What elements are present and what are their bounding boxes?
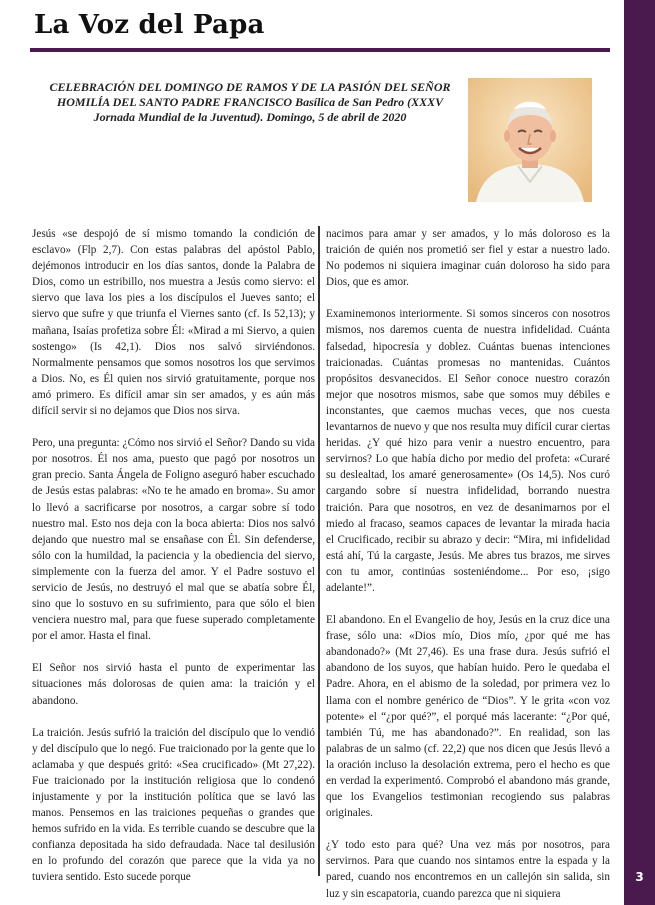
paragraph: Examinemonos interiormente. Si somos sinceros con nosotros mismos, nos daremos cuenta de nuestra infidelidad. Cuánta falsedad, hipocresía y doblez. Cuántas buenas intenciones traicionadas. Cuántas promesas no mantenidas. Cuántos propósitos desvanecidos. El Señor conoce nuestro corazón mejor que nosotros mismos, sabe que somos muy débiles e inconstantes, que caemos muchas veces, que nos cuesta levantarnos de nuevo y que nos resulta muy difícil curar ciertas heridas. ¿Y qué hizo para venir a nuestro encuentro, para servirnos? Lo que había dicho por medio del profeta: «Curaré su deslealtad, los amaré generosamente» (Os 14,5). Nos curó cargando sobre sí nuestra infidelidad, borrando nuestra traición. Para que nosotros, en vez de desanimarnos por el miedo al fracaso, seamos capaces de levantar la mirada hacia el Crucificado, recibir su abrazo y decir: “Mira, mi infidelidad está ahí, Tú la cargaste, Jesús. Me abres tus brazos, me sirves con tu amor, continúas sosteniéndome... Por eso, ¡sigo adelante!”. xyxy=(326,308,610,594)
heading-line-3: Jornada Mundial de la Juventud). Domingo, 5 de abril de 2020 xyxy=(93,110,407,124)
page-number: 3 xyxy=(635,870,644,884)
heading-line-2: HOMILÍA DEL SANTO PADRE FRANCISCO Basílica de San Pedro (XXXV xyxy=(56,95,444,109)
masthead-title: La Voz del Papa xyxy=(34,10,265,40)
paragraph: La traición. Jesús sufrió la traición del discípulo que lo vendió y del discípulo que lo negó. Fue traicionado por la gente que lo aclamaba y que después gritó: «Sea crucificado» (Mt 27,22). Fue traicionado por la institución religiosa que lo condenó injustamente y por la institución política que se lavó las manos. Pensemos en las traiciones pequeñas o grandes que hemos sufrido en la vida. Es terrible cuando se descubre que la confianza depositada ha sido defraudada. Nace tal desilusión en lo profundo del corazón que parece que la vida ya no tuviera sentido. Esto sucede porque xyxy=(32,726,315,884)
pope-portrait-icon xyxy=(468,78,592,202)
right-column xyxy=(326,226,610,900)
paragraph: El abandono. En el Evangelio de hoy, Jesús en la cruz dice una frase, sólo una: «Dios mío, Dios mío, ¿por qué me has abandonado?» (Mt 27,46). Es una frase dura. Jesús sufrió el abandono de los suyos, que habían huido. Pero le quedaba el Padre. Ahora, en el abismo de la soledad, por primera vez lo llama con el nombre genérico de “Dios”. Y le grita «con voz potente» el “¿por qué?”, el porqué más lacerante: “¿Por qué, también Tú, me has abandonado?”. En realidad, son las palabras de un salmo (cf. 22,2) que nos dicen que Jesús llevó a la oración incluso la desolación extrema, pero el hecho es que en verdad la experimentó. Comprobó el abandono más grande, que los Evangelios testimonian recogiendo sus palabras originales. xyxy=(326,614,610,820)
heading-line-1: CELEBRACIÓN DEL DOMINGO DE RAMOS Y DE LA PASIÓN DEL SEÑOR xyxy=(49,80,451,94)
left-column xyxy=(32,226,315,884)
article-heading xyxy=(30,80,470,125)
paragraph: El Señor nos sirvió hasta el punto de experimentar las situaciones más dolorosas de quien ama: la traición y el abandono. xyxy=(32,662,315,707)
paragraph: Pero, una pregunta: ¿Cómo nos sirvió el Señor? Dando su vida por nosotros. Él nos ama, puesto que pagó por nosotros un gran precio. Santa Ángela de Foligno aseguró haber escuchado de Jesús estas palabras: «No te he amado en broma». Su amor lo llevó a sacrificarse por nosotros, a cargar sobre sí todo nuestro mal. Esto nos deja con la boca abierta: Dios nos salvó dejando que nuestro mal se ensañase con Él. Sin defenderse, sólo con la humildad, la paciencia y la obediencia del siervo, simplemente con la fuerza del amor. Y el Padre sostuvo el servicio de Jesús, no destruyó el mal que se abatía sobre Él, sino que lo sostuvo en su sufrimiento, para que sólo el bien venciera nuestro mal, para que fuese superado completamente por el amor. Hasta el final. xyxy=(32,437,315,643)
paragraph: Jesús «se despojó de sí mismo tomando la condición de esclavo» (Flp 2,7). Con estas palabras del apóstol Pablo, dejémonos introducir en los días santos, donde la Palabra de Dios, como un estribillo, nos muestra a Jesús como siervo: el siervo que lava los pies a los discípulos el Jueves santo; el siervo que sufre y que triunfa el Viernes santo (cf. Is 52,13); y mañana, Isaías profetiza sobre Él: «Mirad a mi Siervo, a quien sostengo» (Is 42,1). Dios nos salvó sirviéndonos. Normalmente pensamos que somos nosotros los que servimos a Dios. No, es Él quien nos sirvió gratuitamente, porque nos amó primero. Es difícil amar sin ser amados, y es aún más difícil servir si no dejamos que Dios nos sirva. xyxy=(32,228,315,418)
masthead-rule xyxy=(30,48,610,52)
paragraph: nacimos para amar y ser amados, y lo más doloroso es la traición de quién nos prometió ser fiel y estar a nuestro lado. No podemos ni siquiera imaginar cuán doloroso ha sido para Dios, que es amor. xyxy=(326,228,610,289)
column-divider xyxy=(318,226,320,876)
page-edge-bar xyxy=(624,0,655,905)
paragraph: ¿Y todo esto para qué? Una vez más por nosotros, para servirnos. Para que cuando nos sintamos entre la espada y la pared, cuando nos encontremos en un callejón sin salida, sin luz y sin escapatoria, cuando parezca que ni siquiera xyxy=(326,839,610,900)
